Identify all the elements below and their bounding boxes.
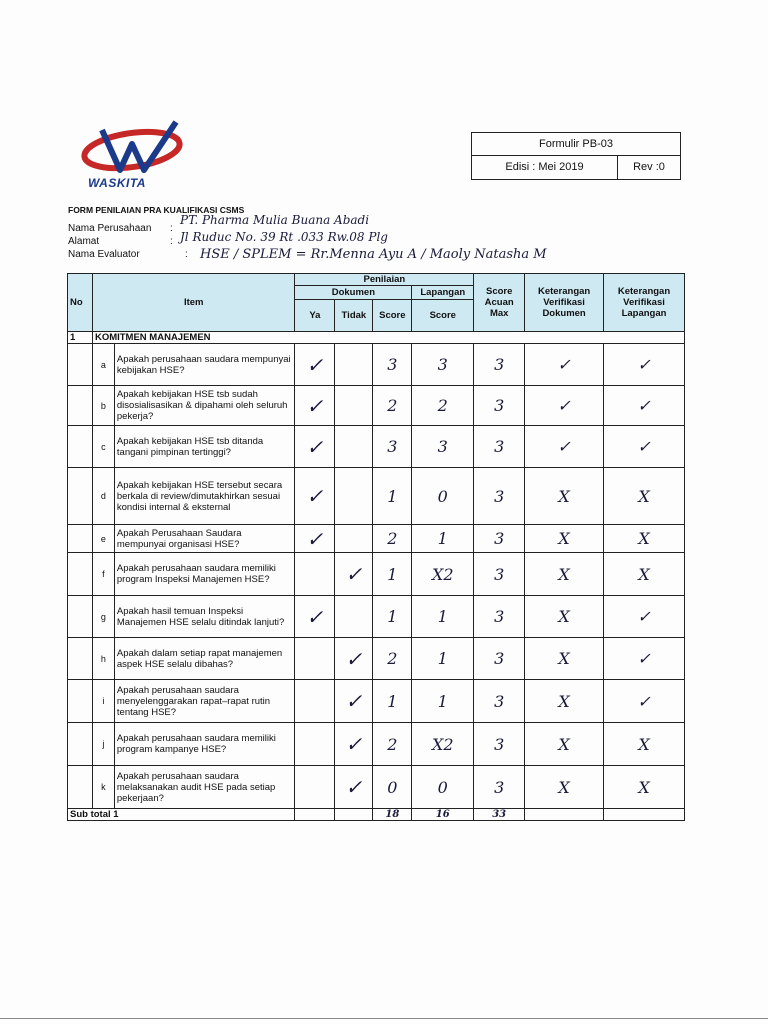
assessment-table: [67, 273, 685, 821]
row-score: 2: [373, 723, 412, 766]
col-ket-lapangan: Keterangan Verifikasi Lapangan: [604, 274, 685, 332]
row-ket-lapangan: X: [604, 525, 685, 553]
row-question: Apakah kebijakan HSE tsb sudah disosialisasikan & dipahami oleh seluruh pekerja?: [114, 386, 295, 426]
row-ya: ✓: [295, 525, 335, 553]
row-ket-lapangan: ✓: [604, 426, 685, 468]
row-number-cell: [68, 553, 93, 596]
row-number-cell: [68, 344, 93, 386]
row-ket-dokumen: X: [525, 468, 604, 525]
row-ket-lapangan: ✓: [604, 680, 685, 723]
row-ket-dokumen: X: [525, 596, 604, 638]
row-lapangan: 0: [412, 766, 474, 809]
row-question: Apakah Perusahaan Saudara mempunyai organisasi HSE?: [114, 525, 295, 553]
form-title: FORM PENILAIAN PRA KUALIFIKASI CSMS: [68, 205, 245, 215]
row-score: 3: [373, 344, 412, 386]
row-lapangan: 1: [412, 638, 474, 680]
table-row: [68, 386, 685, 426]
row-lapangan: X2: [412, 553, 474, 596]
row-score: 1: [373, 680, 412, 723]
row-tidak: ✓: [335, 723, 373, 766]
col-score-max: Score Acuan Max: [474, 274, 525, 332]
row-score-max: 3: [474, 766, 525, 809]
subtotal-row: [68, 809, 685, 821]
row-ket-dokumen: X: [525, 638, 604, 680]
row-number-cell: [68, 525, 93, 553]
row-score-max: 3: [474, 344, 525, 386]
row-ket-dokumen: ✓: [525, 386, 604, 426]
row-question: Apakah hasil temuan Inspeksi Manajemen HSE selalu ditindak lanjuti?: [114, 596, 295, 638]
row-tidak: [335, 468, 373, 525]
row-letter: j: [92, 723, 114, 766]
row-score: 3: [373, 426, 412, 468]
row-ya: [295, 766, 335, 809]
row-number-cell: [68, 386, 93, 426]
field-value-address: Jl Ruduc No. 39 Rt .033 Rw.08 Plg: [180, 230, 388, 244]
row-score-max: 3: [474, 553, 525, 596]
row-lapangan: 1: [412, 525, 474, 553]
row-score-max: 3: [474, 386, 525, 426]
row-ya: [295, 638, 335, 680]
table-row: [68, 723, 685, 766]
field-colon: :: [185, 249, 188, 260]
table-row: [68, 426, 685, 468]
row-letter: h: [92, 638, 114, 680]
row-ya: ✓: [295, 596, 335, 638]
row-lapangan: 0: [412, 468, 474, 525]
row-tidak: [335, 525, 373, 553]
col-dokumen: Dokumen: [295, 286, 412, 300]
subtotal-max: 33: [474, 809, 525, 821]
row-number-cell: [68, 680, 93, 723]
page-edge-divider: [0, 1018, 768, 1019]
col-ket-dokumen: Keterangan Verifikasi Dokumen: [525, 274, 604, 332]
row-ket-dokumen: X: [525, 553, 604, 596]
field-value-evaluator: HSE / SPLEM = Rr.Menna Ayu A / Maoly Natasha M: [200, 247, 547, 262]
row-question: Apakah perusahaan saudara memiliki program Inspeksi Manajemen HSE?: [114, 553, 295, 596]
row-question: Apakah dalam setiap rapat manajemen aspek HSE selalu dibahas?: [114, 638, 295, 680]
section-title: KOMITMEN MANAJEMEN: [92, 332, 684, 344]
row-ya: ✓: [295, 468, 335, 525]
table-row: [68, 553, 685, 596]
row-letter: f: [92, 553, 114, 596]
row-score: 2: [373, 638, 412, 680]
row-ket-lapangan: ✓: [604, 638, 685, 680]
row-letter: e: [92, 525, 114, 553]
table-row: [68, 344, 685, 386]
row-ket-dokumen: X: [525, 766, 604, 809]
field-label-company: Nama Perusahaan: [68, 223, 152, 234]
row-lapangan: 1: [412, 680, 474, 723]
row-ket-dokumen: ✓: [525, 426, 604, 468]
field-label-evaluator: Nama Evaluator: [68, 249, 140, 260]
row-tidak: ✓: [335, 553, 373, 596]
row-tidak: ✓: [335, 680, 373, 723]
row-tidak: [335, 386, 373, 426]
row-letter: g: [92, 596, 114, 638]
row-score-max: 3: [474, 468, 525, 525]
row-letter: a: [92, 344, 114, 386]
row-score: 0: [373, 766, 412, 809]
row-tidak: [335, 426, 373, 468]
row-lapangan: 1: [412, 596, 474, 638]
row-lapangan: 2: [412, 386, 474, 426]
row-score-max: 3: [474, 596, 525, 638]
row-lapangan: 3: [412, 344, 474, 386]
row-score-max: 3: [474, 680, 525, 723]
row-ket-lapangan: X: [604, 723, 685, 766]
col-no: No: [68, 274, 93, 332]
row-tidak: [335, 344, 373, 386]
row-number-cell: [68, 723, 93, 766]
field-label-address: Alamat: [68, 236, 100, 247]
row-ket-lapangan: X: [604, 766, 685, 809]
row-score: 1: [373, 553, 412, 596]
row-score-max: 3: [474, 638, 525, 680]
row-ket-lapangan: ✓: [604, 596, 685, 638]
field-colon: :: [170, 236, 173, 247]
table-row: [68, 596, 685, 638]
subtotal-lapangan: 16: [412, 809, 474, 821]
field-colon: :: [170, 223, 173, 234]
row-tidak: [335, 596, 373, 638]
table-row: [68, 468, 685, 525]
subtotal-score: 18: [373, 809, 412, 821]
row-question: Apakah kebijakan HSE tersebut secara berkala di review/dimutakhirkan sesuai kondisi internal & eksternal: [114, 468, 295, 525]
table-row: [68, 766, 685, 809]
row-number-cell: [68, 426, 93, 468]
row-letter: k: [92, 766, 114, 809]
row-ket-lapangan: X: [604, 468, 685, 525]
row-tidak: ✓: [335, 638, 373, 680]
row-question: Apakah perusahaan saudara mempunyai kebijakan HSE?: [114, 344, 295, 386]
row-ket-dokumen: X: [525, 525, 604, 553]
row-ket-lapangan: ✓: [604, 344, 685, 386]
row-letter: b: [92, 386, 114, 426]
row-ket-dokumen: ✓: [525, 344, 604, 386]
row-ya: ✓: [295, 386, 335, 426]
row-number-cell: [68, 766, 93, 809]
col-ya: Ya: [295, 300, 335, 332]
row-ya: ✓: [295, 344, 335, 386]
row-score-max: 3: [474, 426, 525, 468]
row-tidak: ✓: [335, 766, 373, 809]
row-ya: ✓: [295, 426, 335, 468]
row-lapangan: X2: [412, 723, 474, 766]
col-score: Score: [373, 300, 412, 332]
table-row: [68, 525, 685, 553]
row-ket-lapangan: X: [604, 553, 685, 596]
row-score: 2: [373, 525, 412, 553]
row-letter: i: [92, 680, 114, 723]
col-tidak: Tidak: [335, 300, 373, 332]
row-score: 1: [373, 468, 412, 525]
row-ket-dokumen: X: [525, 680, 604, 723]
row-question: Apakah kebijakan HSE tsb ditanda tangani pimpinan tertinggi?: [114, 426, 295, 468]
row-score-max: 3: [474, 525, 525, 553]
row-ket-lapangan: ✓: [604, 386, 685, 426]
section-no: 1: [68, 332, 93, 344]
row-question: Apakah perusahaan saudara memiliki program kampanye HSE?: [114, 723, 295, 766]
form-revision: Rev :0: [633, 161, 665, 173]
table-row: [68, 680, 685, 723]
field-value-company: PT. Pharma Mulia Buana Abadi: [180, 213, 370, 227]
row-letter: d: [92, 468, 114, 525]
company-name: WASKITA: [88, 176, 146, 190]
col-score-lapangan: Score: [412, 300, 474, 332]
row-score: 1: [373, 596, 412, 638]
row-ya: [295, 553, 335, 596]
row-ya: [295, 723, 335, 766]
row-score-max: 3: [474, 723, 525, 766]
row-ket-dokumen: X: [525, 723, 604, 766]
row-letter: c: [92, 426, 114, 468]
form-edition: Edisi : Mei 2019: [472, 156, 618, 179]
row-question: Apakah perusahaan saudara menyelenggarakan rapat–rapat rutin tentang HSE?: [114, 680, 295, 723]
row-number-cell: [68, 638, 93, 680]
row-ya: [295, 680, 335, 723]
col-item: Item: [92, 274, 295, 332]
row-number-cell: [68, 596, 93, 638]
section-row: [68, 332, 685, 344]
form-code-box: [471, 132, 681, 180]
row-number-cell: [68, 468, 93, 525]
form-code: Formulir PB-03: [472, 133, 680, 156]
col-penilaian: Penilaian: [295, 274, 474, 286]
row-score: 2: [373, 386, 412, 426]
row-lapangan: 3: [412, 426, 474, 468]
row-question: Apakah perusahaan saudara melaksanakan audit HSE pada setiap pekerjaan?: [114, 766, 295, 809]
col-lapangan: Lapangan: [412, 286, 474, 300]
subtotal-label: Sub total 1: [68, 809, 295, 821]
table-row: [68, 638, 685, 680]
